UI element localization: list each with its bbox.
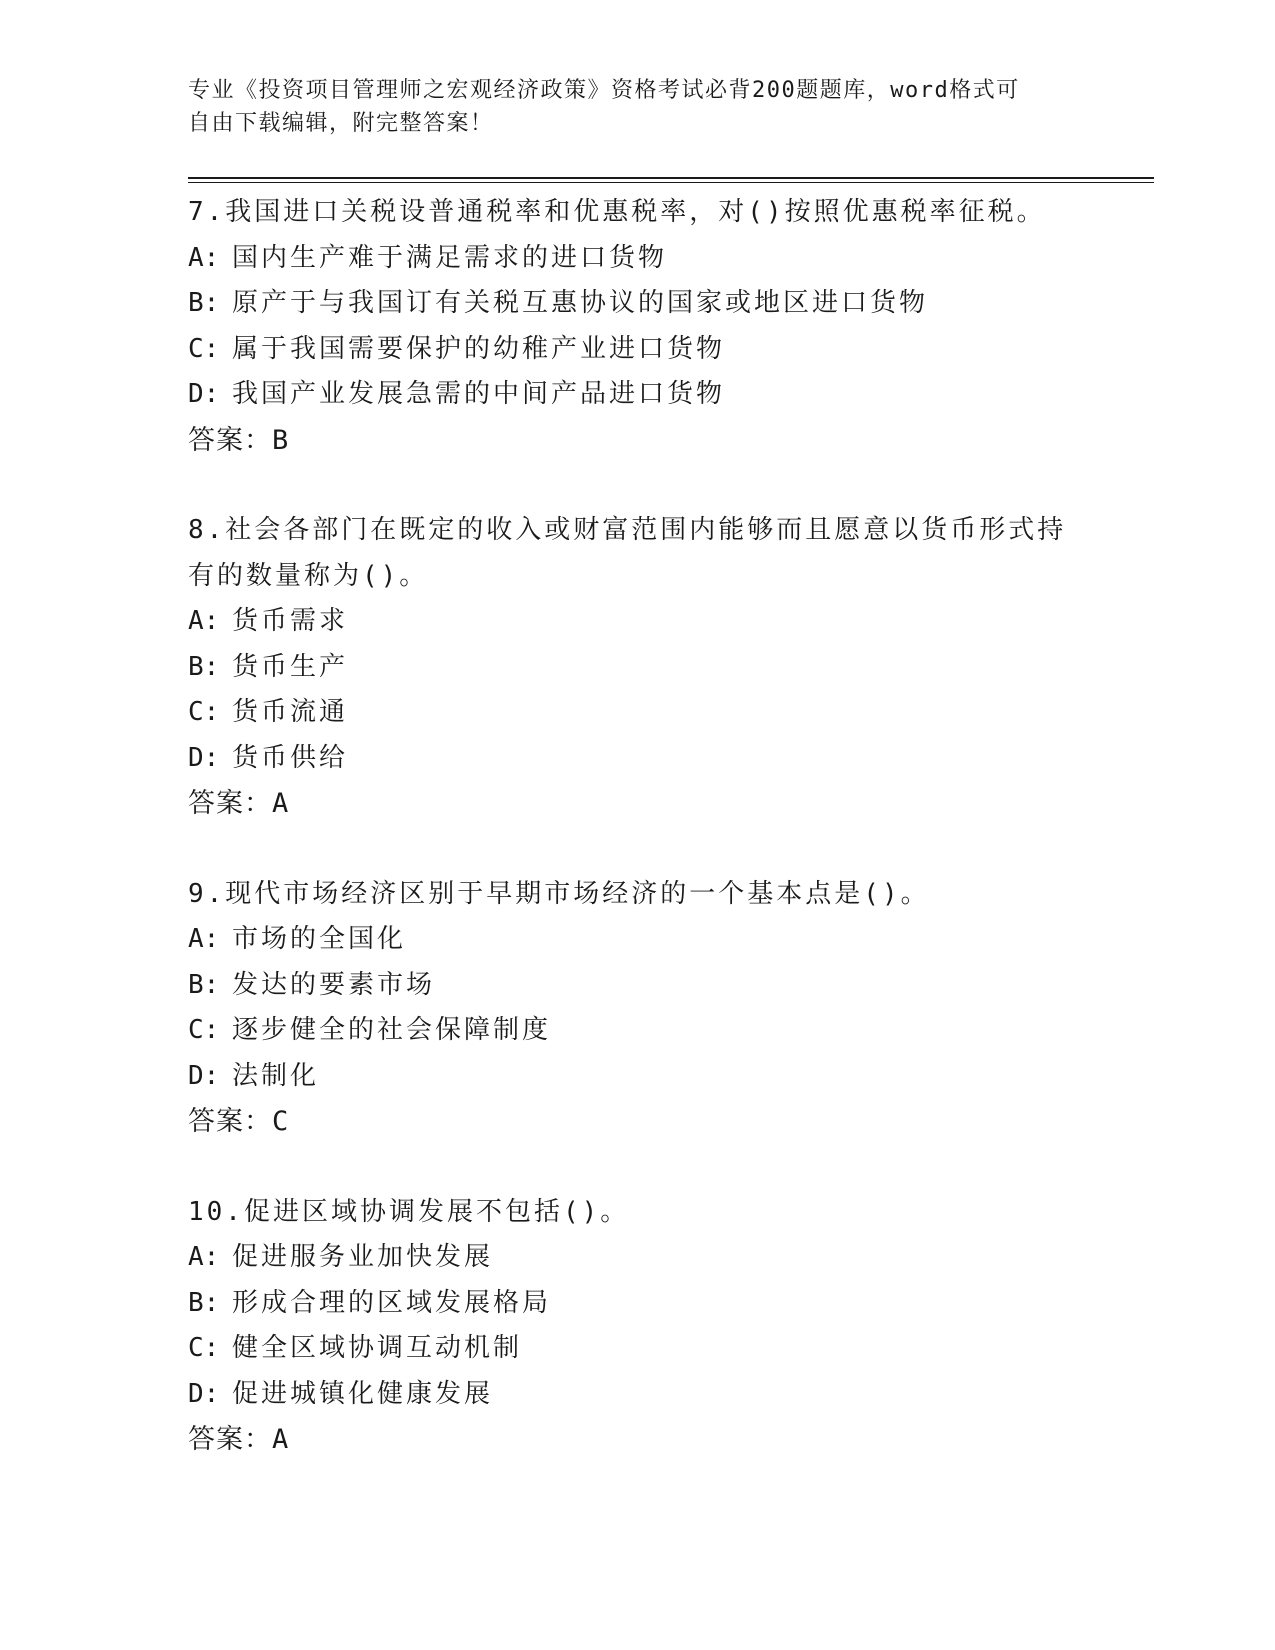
- question-list: [188, 190, 1088, 1508]
- option-letter: C:: [188, 1333, 220, 1363]
- option-text: 健全区域协调互动机制: [232, 1333, 523, 1363]
- option-text: 我国产业发展急需的中间产品进口货物: [232, 379, 726, 409]
- option-a: [188, 917, 1088, 963]
- option-d: [188, 736, 1088, 782]
- option-letter: C:: [188, 333, 220, 364]
- option-letter: A:: [188, 242, 220, 273]
- option-text: 发达的要素市场: [232, 969, 436, 1000]
- answer-line: [188, 1099, 1088, 1145]
- header-line-2: 自由下载编辑，附完整答案！: [188, 111, 494, 136]
- answer-value: A: [272, 788, 290, 819]
- answer-label: 答案：: [188, 1106, 272, 1137]
- answer-value: B: [272, 424, 290, 456]
- question-8: [188, 508, 1088, 827]
- option-d: [188, 1372, 1088, 1418]
- question-stem: 7.我国进口关税设普通税率和优惠税率，对()按照优惠税率征税。: [188, 197, 1046, 227]
- question-stem: 9.现代市场经济区别于早期市场经济的一个基本点是()。: [188, 878, 930, 909]
- question-7: [188, 190, 1088, 463]
- option-letter: B:: [188, 969, 220, 1000]
- option-text: 原产于与我国订有关税互惠协议的国家或地区进口货物: [232, 288, 929, 318]
- question-9: [188, 872, 1088, 1145]
- answer-line: [188, 781, 1088, 827]
- answer-label: 答案：: [188, 424, 272, 456]
- option-letter: C:: [188, 697, 220, 727]
- option-a: [188, 599, 1088, 645]
- option-text: 逐步健全的社会保障制度: [232, 1015, 552, 1045]
- option-text: 货币需求: [232, 606, 349, 636]
- option-b: [188, 963, 1088, 1009]
- option-text: 货币生产: [232, 651, 349, 682]
- option-text: 形成合理的区域发展格局: [232, 1287, 552, 1318]
- option-text: 国内生产难于满足需求的进口货物: [232, 242, 668, 273]
- document-header: [188, 74, 1088, 140]
- option-a: [188, 236, 1088, 282]
- option-letter: B:: [188, 288, 220, 318]
- question-stem-continued: 有的数量称为()。: [188, 560, 429, 591]
- option-letter: D:: [188, 1060, 220, 1091]
- option-c: [188, 327, 1088, 373]
- option-text: 法制化: [232, 1060, 320, 1091]
- option-c: [188, 1008, 1088, 1054]
- option-letter: A:: [188, 1242, 220, 1272]
- option-d: [188, 1054, 1088, 1100]
- answer-label: 答案：: [188, 1424, 272, 1455]
- option-text: 属于我国需要保护的幼稚产业进口货物: [232, 333, 726, 364]
- option-b: [188, 1281, 1088, 1327]
- header-divider-thick: [188, 177, 1154, 179]
- answer-label: 答案：: [188, 788, 272, 819]
- option-letter: C:: [188, 1015, 220, 1045]
- question-10: [188, 1190, 1088, 1463]
- option-c: [188, 1326, 1088, 1372]
- option-a: [188, 1235, 1088, 1281]
- option-text: 货币供给: [232, 742, 349, 773]
- option-c: [188, 690, 1088, 736]
- answer-line: [188, 1417, 1088, 1463]
- option-letter: D:: [188, 1378, 220, 1409]
- option-letter: A:: [188, 924, 220, 954]
- question-stem: 10.促进区域协调发展不包括()。: [188, 1196, 630, 1227]
- answer-value: A: [272, 1424, 290, 1455]
- option-b: [188, 281, 1088, 327]
- header-divider-thin: [188, 182, 1154, 183]
- option-letter: B:: [188, 1287, 220, 1318]
- option-text: 市场的全国化: [232, 924, 407, 954]
- option-text: 促进服务业加快发展: [232, 1242, 494, 1272]
- option-text: 货币流通: [232, 697, 349, 727]
- option-b: [188, 645, 1088, 691]
- answer-value: C: [272, 1106, 290, 1137]
- option-letter: B:: [188, 651, 220, 682]
- option-letter: A:: [188, 606, 220, 636]
- question-stem: 8.社会各部门在既定的收入或财富范围内能够而且愿意以货币形式持: [188, 515, 1067, 545]
- option-text: 促进城镇化健康发展: [232, 1378, 494, 1409]
- header-line-1: 专业《投资项目管理师之宏观经济政策》资格考试必背200题题库，word格式可: [188, 78, 1020, 103]
- option-letter: D:: [188, 379, 220, 409]
- option-d: [188, 372, 1088, 418]
- option-letter: D:: [188, 742, 220, 773]
- answer-line: [188, 418, 1088, 464]
